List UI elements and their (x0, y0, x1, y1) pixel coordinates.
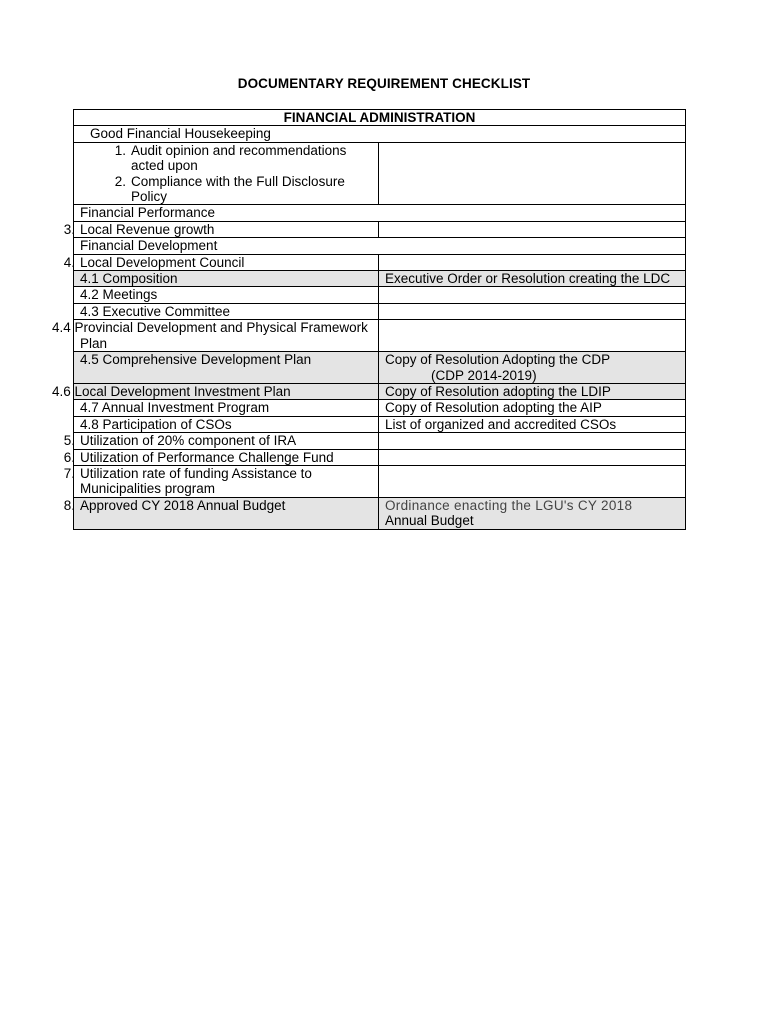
table-row (74, 254, 686, 270)
table-row (74, 320, 686, 352)
table-row (74, 142, 686, 205)
document-cell (379, 142, 686, 205)
section-financial-development: Financial Development (74, 238, 686, 254)
requirement-cell: 4.5 Comprehensive Development Plan (74, 352, 379, 384)
requirement-cell: 4.1 Composition (74, 271, 379, 287)
document-cell (379, 497, 686, 529)
requirement-cell: 4.6 Local Development Investment Plan (74, 383, 379, 399)
document-cell (379, 254, 686, 270)
table-row (74, 303, 686, 319)
requirement-cell: 5. Utilization of 20% component of IRA (74, 433, 379, 449)
table-header-row (74, 110, 686, 126)
document-cell: List of organized and accredited CSOs (379, 416, 686, 432)
table-row (74, 416, 686, 432)
document-cell (379, 320, 686, 352)
requirement-cell: 4. Local Development Council (74, 254, 379, 270)
requirement-cell: 6. Utilization of Performance Challenge Fund (74, 449, 379, 465)
table-row (74, 497, 686, 529)
document-text: Ordinance enacting the LGU's CY 2018 (385, 497, 633, 513)
document-text: Copy of Resolution Adopting the CDP (385, 352, 611, 368)
requirement-cell: 4.7 Annual Investment Program (74, 400, 379, 416)
section-financial-performance: Financial Performance (74, 205, 686, 221)
document-text-line2: Annual Budget (385, 513, 474, 529)
requirement-cell: 3. Local Revenue growth (74, 221, 379, 237)
document-cell: Executive Order or Resolution creating the LDC (379, 271, 686, 287)
table-row (74, 287, 686, 303)
list-item: 1. Audit opinion and recommendations acted upon (114, 142, 347, 174)
document-cell (379, 433, 686, 449)
document-text-line2: (CDP 2014-2019) (431, 367, 537, 383)
document-cell: Copy of Resolution adopting the AIP (379, 400, 686, 416)
requirement-cell (74, 142, 379, 205)
table-row (74, 400, 686, 416)
requirement-cell: 8. Approved CY 2018 Annual Budget (74, 497, 379, 529)
section-row (74, 126, 686, 142)
table-row (74, 465, 686, 497)
table-header: FINANCIAL ADMINISTRATION (74, 110, 686, 126)
table-row (74, 449, 686, 465)
requirement-cell: 4.8 Participation of CSOs (74, 416, 379, 432)
document-cell (379, 287, 686, 303)
requirement-cell: 4.4 Provincial Development and Physical Framework Plan (74, 320, 379, 352)
table-row (74, 271, 686, 287)
table-row (74, 383, 686, 399)
document-cell (379, 221, 686, 237)
section-row (74, 205, 686, 221)
document-cell (379, 465, 686, 497)
section-row (74, 238, 686, 254)
section-good-financial-housekeeping: Good Financial Housekeeping (74, 126, 686, 142)
document-cell (379, 449, 686, 465)
table-row (74, 433, 686, 449)
list-item: 2. Compliance with the Full Disclosure Policy (114, 173, 345, 205)
document-cell (379, 303, 686, 319)
document-cell (379, 352, 686, 384)
page-title: DOCUMENTARY REQUIREMENT CHECKLIST (237, 76, 531, 91)
table-row (74, 352, 686, 384)
document-cell: Copy of Resolution adopting the LDIP (379, 383, 686, 399)
requirements-table (52, 109, 686, 530)
requirement-cell: 4.2 Meetings (74, 287, 379, 303)
requirement-cell: 4.3 Executive Committee (74, 303, 379, 319)
table-row (74, 221, 686, 237)
requirement-cell: 7. Utilization rate of funding Assistance to Municipalities program (74, 465, 379, 497)
